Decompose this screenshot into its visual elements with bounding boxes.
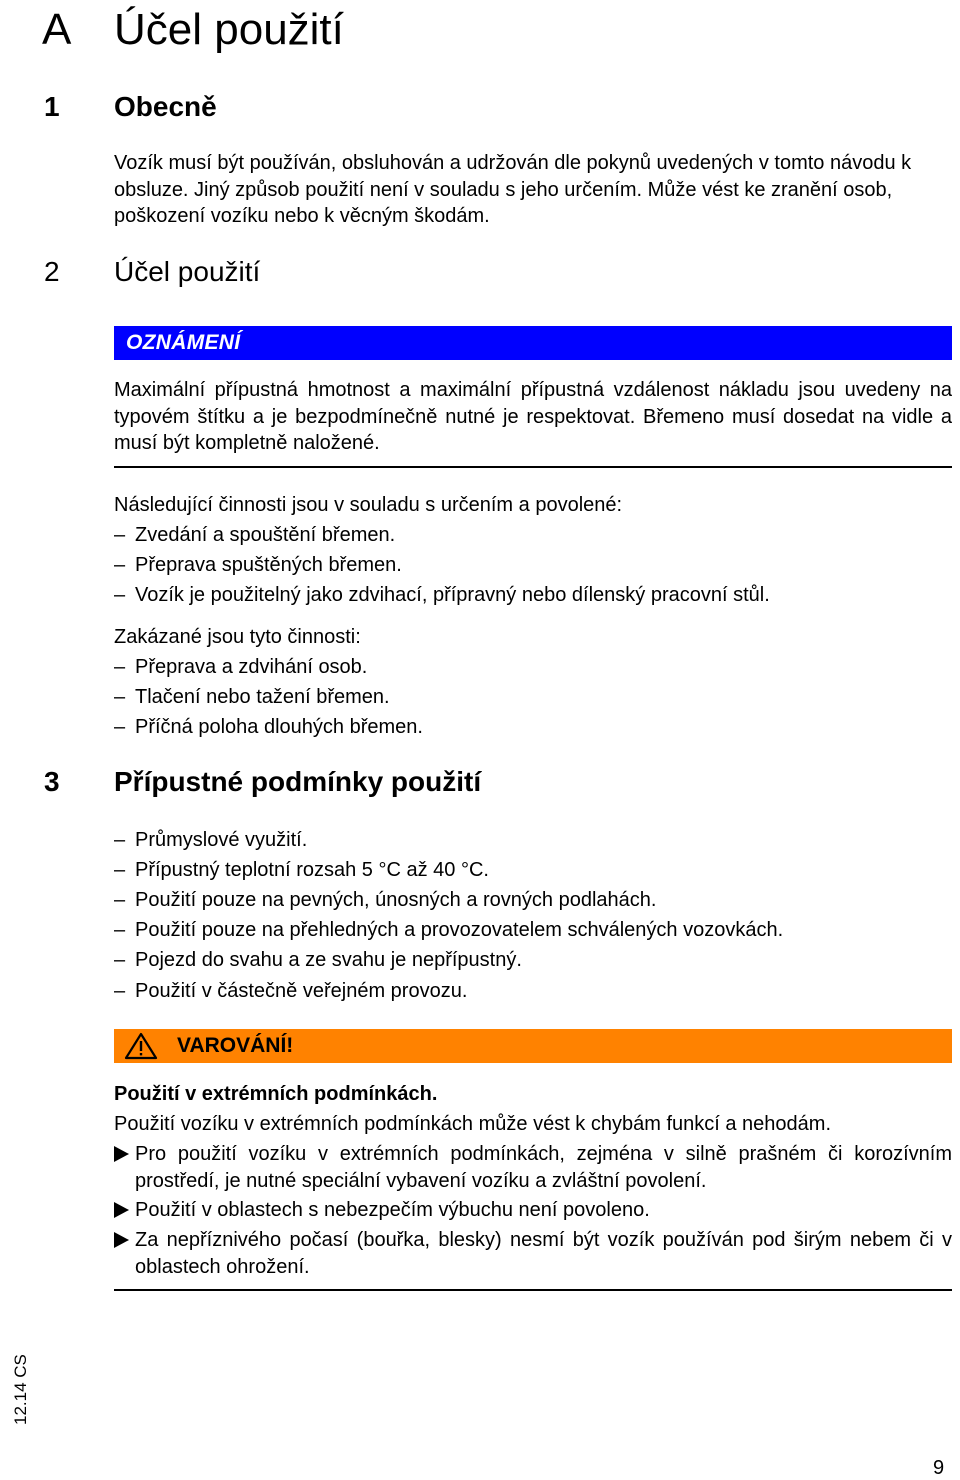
instruction-item: [114, 1197, 952, 1224]
condition-item: [114, 978, 467, 1004]
dash-glyph: –: [114, 524, 126, 546]
notice-end-rule: [114, 466, 952, 468]
condition-item-text: Použití pouze na pevných, únosných a rovných podlahách.: [135, 889, 657, 911]
condition-item-text: Průmyslové využití.: [135, 829, 308, 851]
dash-glyph: –: [114, 656, 126, 678]
condition-item-text: Pojezd do svahu a ze svahu je nepřípustný.: [135, 949, 522, 971]
instruction-text: Použití v oblastech s nebezpečím výbuchu není povoleno.: [135, 1199, 650, 1221]
warning-triangle-icon: [124, 1032, 158, 1060]
dash-glyph: –: [114, 554, 126, 576]
chapter-letter: A: [42, 5, 72, 54]
forbidden-item: [114, 714, 423, 740]
dash-glyph: –: [114, 829, 126, 851]
page-number: 9: [933, 1457, 945, 1479]
condition-item-text: Přípustný teplotní rozsah 5 °C až 40 °C.: [135, 859, 489, 881]
dash-glyph: –: [114, 716, 126, 738]
arrow-bullet-icon: [114, 1202, 129, 1218]
notice-body: Maximální přípustná hmotnost a maximální přípustná vzdálenost nákladu jsou uvedeny na typovém štítku a je bezpodmínečně nutné je respektovat. Břemeno musí dosedat na vidle a musí být kompletně naložené.: [114, 379, 952, 454]
section-3-title: Přípustné podmínky použití: [114, 766, 482, 797]
forbidden-item-text: Tlačení nebo tažení břemen.: [135, 686, 390, 708]
condition-item: [114, 827, 307, 853]
chapter-title: Účel použití: [114, 5, 344, 54]
dash-glyph: –: [114, 889, 126, 911]
dash-glyph: –: [114, 919, 126, 941]
permitted-intro: Následující činnosti jsou v souladu s určením a povolené:: [114, 494, 623, 516]
notice-banner: [114, 326, 952, 360]
condition-item: [114, 857, 489, 883]
instruction-item: [114, 1141, 952, 1194]
forbidden-item: [114, 654, 367, 680]
forbidden-item: [114, 684, 390, 710]
forbidden-intro: Zakázané jsou tyto činnosti:: [114, 626, 361, 648]
section-2-title: Účel použití: [114, 256, 261, 287]
notice-label: OZNÁMENÍ: [126, 331, 241, 354]
instruction-text: Za nepříznivého počasí (bouřka, blesky) nesmí být vozík používán pod širým nebem či v oblastech ohrožení.: [135, 1229, 952, 1278]
permitted-item: [114, 552, 402, 578]
section-1-number: 1: [44, 91, 60, 122]
permitted-item-text: Zvedání a spouštění břemen.: [135, 524, 396, 546]
dash-glyph: –: [114, 859, 126, 881]
condition-item: [114, 947, 522, 973]
dash-glyph: –: [114, 584, 126, 606]
warning-banner: [114, 1029, 952, 1063]
permitted-item-text: Přeprava spuštěných břemen.: [135, 554, 402, 576]
section-1-body: Vozík musí být používán, obsluhován a udržován dle pokynů uvedených v tomto návodu k obsluze. Jiný způsob použití není v souladu s jeho určením. Může vést ke zranění osob, poškození vozíku nebo k věcným škodám.: [114, 152, 912, 227]
warning-label: VAROVÁNÍ!: [177, 1034, 294, 1057]
condition-item-text: Použití pouze na přehledných a provozovatelem schválených vozovkách.: [135, 919, 784, 941]
instruction-text: Pro použití vozíku v extrémních podmínkách, zejména v silně prašném či korozívním prostředí, je nutné speciální vybavení vozíku a zvláštní povolení.: [135, 1143, 952, 1192]
condition-item-text: Použití v částečně veřejném provozu.: [135, 980, 468, 1002]
edition-code: 12.14 CS: [11, 1354, 30, 1425]
permitted-item-text: Vozík je použitelný jako zdvihací, přípravný nebo dílenský pracovní stůl.: [135, 584, 770, 606]
condition-item: [114, 887, 656, 913]
permitted-item: [114, 522, 395, 548]
section-1-title: Obecně: [114, 91, 217, 122]
instruction-item: [114, 1227, 952, 1280]
condition-item: [114, 917, 783, 943]
arrow-bullet-icon: [114, 1232, 129, 1248]
warning-end-rule: [114, 1289, 952, 1291]
forbidden-item-text: Příčná poloha dlouhých břemen.: [135, 716, 423, 738]
dash-glyph: –: [114, 980, 126, 1002]
permitted-item: [114, 582, 770, 608]
forbidden-item-text: Přeprava a zdvihání osob.: [135, 656, 368, 678]
section-2-number: 2: [44, 256, 60, 287]
arrow-bullet-icon: [114, 1146, 129, 1162]
warning-body: Použití vozíku v extrémních podmínkách může vést k chybám funkcí a nehodám.: [114, 1113, 832, 1135]
dash-glyph: –: [114, 949, 126, 971]
warning-heading: Použití v extrémních podmínkách.: [114, 1083, 438, 1105]
dash-glyph: –: [114, 686, 126, 708]
section-3-number: 3: [44, 766, 60, 797]
